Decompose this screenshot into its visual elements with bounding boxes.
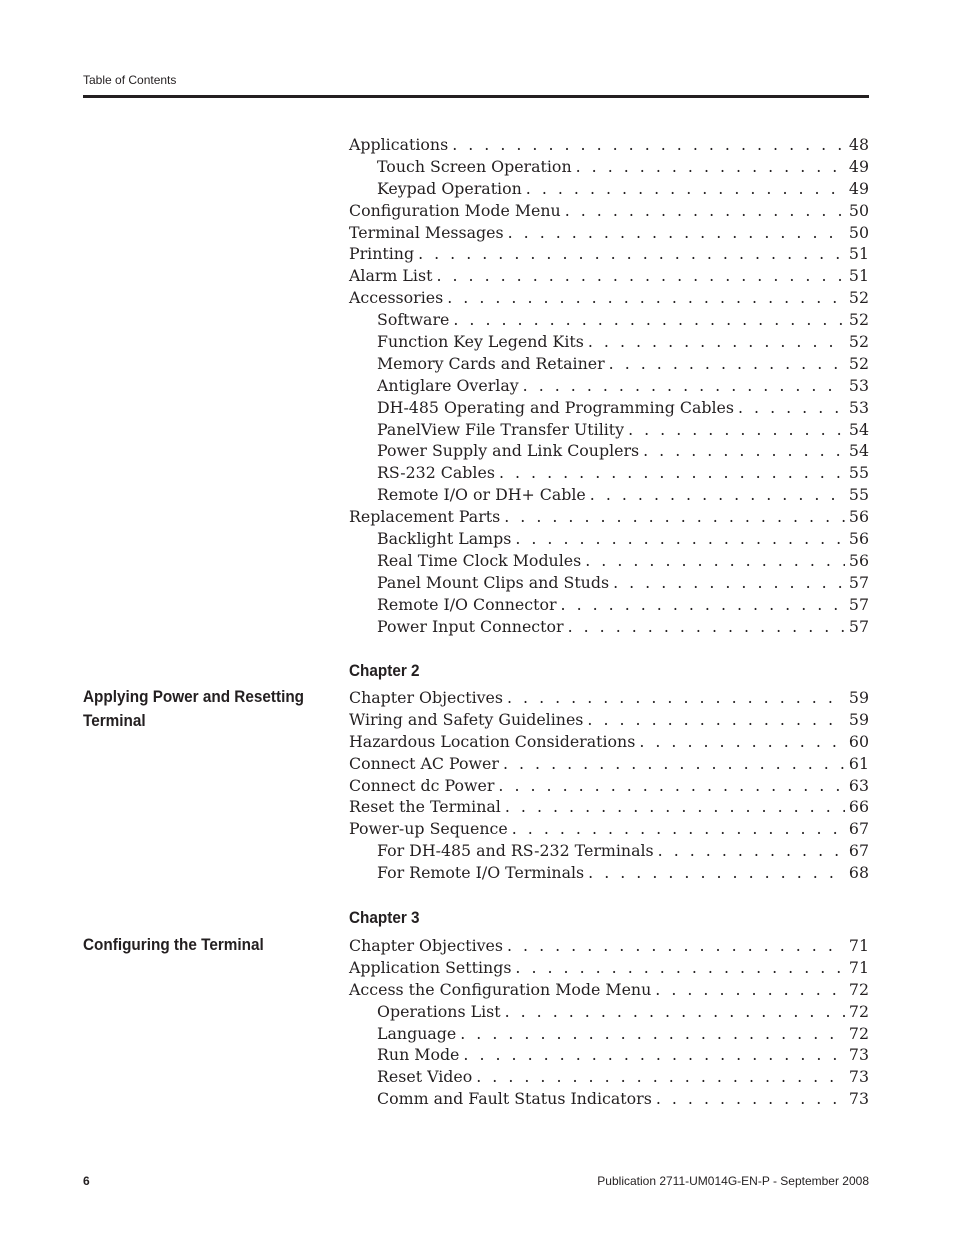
dot-leader: [507, 687, 845, 709]
dot-leader: [565, 200, 845, 222]
dot-leader: [590, 484, 845, 506]
toc-entry[interactable]: [349, 818, 869, 840]
toc-entry-page: 54: [848, 441, 869, 461]
toc-entry-page: 68: [848, 863, 869, 883]
dot-leader: [738, 397, 845, 419]
toc-entry-page: 71: [848, 957, 869, 977]
toc-entry[interactable]: [349, 484, 869, 506]
toc-entry-page: 55: [848, 463, 869, 483]
toc-section-1: [349, 134, 869, 637]
dot-leader: [499, 462, 845, 484]
dot-leader: [503, 753, 845, 775]
toc-entry-page: 67: [848, 819, 869, 839]
dot-leader: [447, 287, 845, 309]
toc-chapter-2: [349, 687, 869, 884]
dot-leader: [505, 1001, 845, 1023]
header-rule: [83, 95, 869, 98]
dot-leader: [515, 528, 845, 550]
toc-entry-title: DH-485 Operating and Programming Cables: [377, 397, 734, 417]
toc-entry[interactable]: [349, 287, 869, 309]
toc-entry-page: 73: [848, 1067, 869, 1087]
toc-entry-page: 56: [848, 529, 869, 549]
toc-entry[interactable]: [349, 796, 869, 818]
toc-entry-page: 53: [848, 397, 869, 417]
dot-leader: [643, 440, 845, 462]
toc-entry-title: Application Settings: [349, 957, 512, 977]
dot-leader: [476, 1066, 845, 1088]
toc-entry-page: 57: [848, 572, 869, 592]
toc-entry[interactable]: [349, 528, 869, 550]
toc-entry-page: 60: [848, 731, 869, 751]
chapter-2-label: Chapter 2: [349, 661, 420, 680]
toc-entry-page: 49: [848, 156, 869, 176]
toc-entry-title: For DH-485 and RS-232 Terminals: [377, 841, 654, 861]
toc-entry-page: 51: [848, 244, 869, 264]
toc-entry-title: Configuration Mode Menu: [349, 200, 561, 220]
chapter-2-title: Applying Power and Resetting Terminal: [83, 687, 305, 730]
toc-entry[interactable]: [349, 709, 869, 731]
toc-entry-title: Hazardous Location Considerations: [349, 731, 636, 751]
toc-entry-title: Chapter Objectives: [349, 688, 503, 707]
toc-entry-title: Alarm List: [349, 266, 433, 286]
dot-leader: [639, 731, 845, 753]
toc-entry-page: 71: [848, 936, 869, 955]
toc-entry-page: 52: [848, 310, 869, 330]
toc-entry-title: PanelView File Transfer Utility: [377, 419, 625, 439]
toc-entry[interactable]: [349, 375, 869, 397]
toc-entry-page: 49: [848, 178, 869, 198]
page-number: 6: [83, 1174, 90, 1188]
toc-entry[interactable]: [349, 1088, 869, 1110]
toc-entry[interactable]: [349, 397, 869, 419]
toc-entry[interactable]: [349, 572, 869, 594]
toc-entry-title: Comm and Fault Status Indicators: [377, 1089, 652, 1109]
toc-entry-title: Remote I/O Connector: [377, 594, 557, 614]
dot-leader: [628, 419, 845, 441]
toc-entry[interactable]: [349, 687, 869, 709]
toc-entry[interactable]: [349, 156, 869, 178]
toc-entry-title: Touch Screen Operation: [377, 156, 572, 176]
dot-leader: [505, 796, 845, 818]
toc-entry-page: 61: [848, 753, 869, 773]
toc-entry-title: Replacement Parts: [349, 507, 501, 527]
toc-entry[interactable]: [349, 331, 869, 353]
dot-leader: [463, 1044, 844, 1066]
toc-entry[interactable]: [349, 243, 869, 265]
toc-entry-title: Accessories: [349, 288, 444, 308]
toc-entry-page: 52: [848, 353, 869, 373]
toc-entry-page: 59: [848, 688, 869, 707]
publication-info: Publication 2711-UM014G-EN-P - September 2008: [597, 1174, 869, 1188]
toc-entry-page: 56: [848, 507, 869, 527]
dot-leader: [504, 506, 845, 528]
dot-leader: [460, 1023, 845, 1045]
running-header: Table of Contents: [83, 73, 177, 87]
toc-entry[interactable]: [349, 840, 869, 862]
toc-entry[interactable]: [349, 134, 869, 156]
toc-entry-page: 67: [848, 841, 869, 861]
toc-entry[interactable]: [349, 178, 869, 200]
dot-leader: [507, 935, 845, 957]
toc-entry-title: Connect AC Power: [349, 753, 499, 773]
toc-entry[interactable]: [349, 200, 869, 222]
toc-entry-page: 53: [848, 375, 869, 395]
dot-leader: [588, 862, 845, 884]
dot-leader: [613, 572, 845, 594]
dot-leader: [588, 331, 845, 353]
toc-entry-title: Power Supply and Link Couplers: [377, 441, 640, 461]
toc-entry-title: Chapter Objectives: [349, 936, 503, 955]
toc-entry-title: Terminal Messages: [349, 222, 504, 242]
toc-entry-title: Reset Video: [377, 1067, 473, 1087]
toc-entry-title: Language: [377, 1023, 457, 1043]
toc-entry[interactable]: [349, 957, 869, 979]
toc-entry[interactable]: [349, 222, 869, 244]
dot-leader: [585, 550, 845, 572]
toc-entry-title: RS-232 Cables: [377, 463, 495, 483]
toc-entry-title: Remote I/O or DH+ Cable: [377, 485, 586, 505]
dot-leader: [609, 353, 845, 375]
toc-entry[interactable]: [349, 616, 869, 638]
dot-leader: [656, 1088, 845, 1110]
toc-entry-page: 66: [848, 797, 869, 817]
dot-leader: [658, 840, 845, 862]
toc-entry-title: Operations List: [377, 1001, 501, 1021]
toc-entry-page: 50: [848, 222, 869, 242]
toc-entry-title: Access the Configuration Mode Menu: [349, 979, 652, 999]
chapter-3-label: Chapter 3: [349, 908, 420, 927]
dot-leader: [508, 222, 845, 244]
toc-entry[interactable]: [349, 753, 869, 775]
dot-leader: [453, 309, 845, 331]
toc-entry[interactable]: [349, 419, 869, 441]
dot-leader: [576, 156, 845, 178]
dot-leader: [436, 265, 844, 287]
dot-leader: [526, 178, 845, 200]
toc-entry[interactable]: [349, 462, 869, 484]
toc-entry-title: Power Input Connector: [377, 616, 564, 636]
dot-leader: [452, 134, 845, 156]
chapter-3-title: Configuring the Terminal: [83, 935, 264, 954]
toc-entry-page: 73: [848, 1045, 869, 1065]
dot-leader: [515, 957, 844, 979]
toc-entry[interactable]: [349, 775, 869, 797]
toc-chapter-3: [349, 935, 869, 1110]
toc-entry-page: 48: [848, 135, 869, 154]
toc-entry-page: 72: [848, 979, 869, 999]
toc-entry[interactable]: [349, 862, 869, 884]
dot-leader: [418, 243, 845, 265]
toc-entry[interactable]: [349, 1066, 869, 1088]
toc-entry[interactable]: [349, 935, 869, 957]
toc-entry[interactable]: [349, 550, 869, 572]
toc-entry-page: 57: [848, 594, 869, 614]
toc-entry-page: 52: [848, 288, 869, 308]
toc-entry-title: Connect dc Power: [349, 775, 495, 795]
dot-leader: [512, 818, 845, 840]
toc-entry-title: Reset the Terminal: [349, 797, 501, 817]
dot-leader: [523, 375, 845, 397]
toc-entry-page: 72: [848, 1023, 869, 1043]
toc-entry-title: For Remote I/O Terminals: [377, 863, 585, 883]
toc-entry-title: Backlight Lamps: [377, 529, 512, 549]
toc-entry[interactable]: [349, 440, 869, 462]
toc-entry-page: 51: [848, 266, 869, 286]
toc-entry[interactable]: [349, 1023, 869, 1045]
toc-entry-title: Memory Cards and Retainer: [377, 353, 605, 373]
toc-entry[interactable]: [349, 979, 869, 1001]
toc-entry-page: 57: [848, 616, 869, 636]
toc-entry[interactable]: [349, 1044, 869, 1066]
toc-entry-title: Run Mode: [377, 1045, 460, 1065]
dot-leader: [655, 979, 845, 1001]
toc-entry-title: Software: [377, 310, 450, 330]
toc-entry-title: Wiring and Safety Guidelines: [349, 709, 584, 729]
dot-leader: [561, 594, 845, 616]
toc-entry-title: Printing: [349, 244, 415, 264]
toc-entry[interactable]: [349, 731, 869, 753]
toc-entry-title: Real Time Clock Modules: [377, 550, 582, 570]
toc-entry-page: 56: [848, 550, 869, 570]
toc-entry-title: Function Key Legend Kits: [377, 332, 584, 352]
toc-entry[interactable]: [349, 265, 869, 287]
toc-entry-page: 72: [848, 1001, 869, 1021]
toc-entry-title: Applications: [349, 135, 449, 154]
toc-entry-page: 73: [848, 1089, 869, 1109]
toc-entry[interactable]: [349, 353, 869, 375]
toc-entry[interactable]: [349, 506, 869, 528]
toc-entry[interactable]: [349, 594, 869, 616]
toc-entry-page: 59: [848, 709, 869, 729]
toc-entry-title: Antiglare Overlay: [377, 375, 519, 395]
toc-entry-title: Panel Mount Clips and Studs: [377, 572, 610, 592]
dot-leader: [568, 616, 845, 638]
dot-leader: [587, 709, 844, 731]
dot-leader: [498, 775, 844, 797]
toc-entry-page: 63: [848, 775, 869, 795]
toc-entry-title: Power-up Sequence: [349, 819, 508, 839]
toc-entry-page: 54: [848, 419, 869, 439]
toc-entry-page: 52: [848, 332, 869, 352]
toc-entry[interactable]: [349, 1001, 869, 1023]
toc-entry-title: Keypad Operation: [377, 178, 522, 198]
toc-entry-page: 55: [848, 485, 869, 505]
toc-entry-page: 50: [848, 200, 869, 220]
toc-entry[interactable]: [349, 309, 869, 331]
